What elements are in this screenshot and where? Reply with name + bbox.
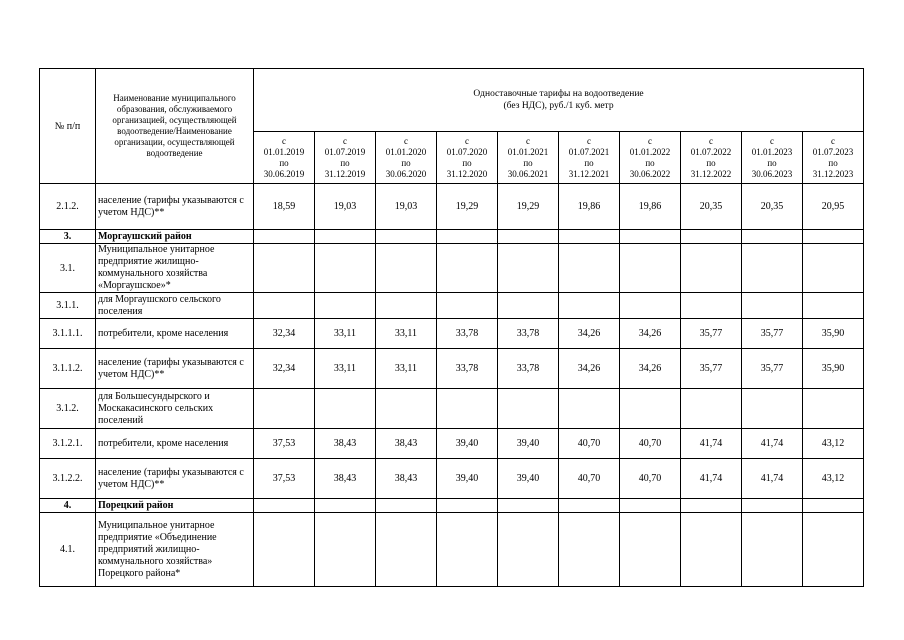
- tariff-value-cell: [254, 293, 315, 319]
- period-header-cell: [437, 132, 498, 184]
- row-name-cell: для Моргаушского сельского поселения: [96, 293, 254, 319]
- period-from: 01.07.2021: [568, 146, 610, 157]
- period-po: по: [401, 157, 411, 168]
- tariff-value-cell: 39,40: [498, 429, 559, 459]
- tariff-value-cell: 19,03: [315, 184, 376, 230]
- period-header-cell: [315, 132, 376, 184]
- tariff-value-cell: 41,74: [681, 429, 742, 459]
- period-to: 31.12.2020: [446, 168, 488, 179]
- tariff-value-cell: 40,70: [559, 459, 620, 499]
- tariff-value-cell: [315, 389, 376, 429]
- tariff-value-cell: [803, 513, 864, 587]
- period-po: по: [340, 157, 350, 168]
- tariff-value-cell: [559, 499, 620, 513]
- tariff-value-cell: 37,53: [254, 459, 315, 499]
- tariff-value-cell: [498, 293, 559, 319]
- table-row: [40, 499, 864, 513]
- header-name-cell: Наименование муниципального образования, обслуживаемого организацией, осуществляющей водоотведение/Наименование организации, осуществляющей водоотведение: [96, 69, 254, 184]
- table-row: [40, 459, 864, 499]
- tariff-value-cell: 43,12: [803, 429, 864, 459]
- period-to: 30.06.2021: [507, 168, 549, 179]
- tariff-value-cell: 35,77: [742, 319, 803, 349]
- tariff-value-cell: 41,74: [742, 459, 803, 499]
- tariff-value-cell: 35,77: [742, 349, 803, 389]
- tariff-value-cell: 35,77: [681, 349, 742, 389]
- tariff-value-cell: [437, 230, 498, 244]
- period-header-cell: [254, 132, 315, 184]
- period-c: с: [831, 135, 836, 146]
- period-po: по: [584, 157, 594, 168]
- tariff-value-cell: 33,11: [376, 349, 437, 389]
- tariff-value-cell: [681, 513, 742, 587]
- tariff-value-cell: [254, 389, 315, 429]
- tariff-value-cell: [559, 244, 620, 293]
- period-to: 31.12.2019: [324, 168, 366, 179]
- tariff-value-cell: 39,40: [437, 459, 498, 499]
- period-c: с: [282, 135, 286, 146]
- tariff-value-cell: 18,59: [254, 184, 315, 230]
- tariff-value-cell: 19,29: [498, 184, 559, 230]
- row-number-cell: 2.1.2.: [40, 184, 96, 230]
- tariff-value-cell: [681, 389, 742, 429]
- tariff-value-cell: 34,26: [620, 349, 681, 389]
- tariff-value-cell: [559, 230, 620, 244]
- tariff-value-cell: 40,70: [559, 429, 620, 459]
- tariff-value-cell: [376, 244, 437, 293]
- tariff-value-cell: [376, 499, 437, 513]
- tariff-value-cell: 37,53: [254, 429, 315, 459]
- tariff-value-cell: [254, 499, 315, 513]
- table-row: [40, 230, 864, 244]
- tariff-value-cell: [315, 499, 376, 513]
- tariff-value-cell: [437, 244, 498, 293]
- tariff-value-cell: 19,29: [437, 184, 498, 230]
- period-header-cell: [681, 132, 742, 184]
- tariff-value-cell: 33,78: [498, 319, 559, 349]
- tariff-value-cell: 41,74: [681, 459, 742, 499]
- tariff-value-cell: [437, 389, 498, 429]
- period-c: с: [648, 135, 652, 146]
- tariff-value-cell: [620, 499, 681, 513]
- tariff-value-cell: 40,70: [620, 429, 681, 459]
- period-to: 30.06.2022: [629, 168, 671, 179]
- tariff-value-cell: [254, 244, 315, 293]
- row-name-cell: Муниципальное унитарное предприятие «Объединение предприятий жилищно-коммунального хозяйства» Порецкого района*: [96, 513, 254, 587]
- tariff-value-cell: 34,26: [559, 349, 620, 389]
- tariff-value-cell: 32,34: [254, 349, 315, 389]
- tariff-value-cell: [559, 293, 620, 319]
- row-name-cell: население (тарифы указываются с учетом НДС)**: [96, 459, 254, 499]
- row-name-cell: потребители, кроме населения: [96, 319, 254, 349]
- tariff-value-cell: [742, 513, 803, 587]
- period-to: 30.06.2019: [263, 168, 305, 179]
- row-name-cell: население (тарифы указываются с учетом НДС)**: [96, 349, 254, 389]
- row-name-cell: Порецкий район: [96, 499, 254, 513]
- row-name-cell: для Большесундырского и Москакасинского сельских поселений: [96, 389, 254, 429]
- tariff-value-cell: [681, 244, 742, 293]
- tariff-value-cell: [803, 230, 864, 244]
- tariff-value-cell: [254, 230, 315, 244]
- period-c: с: [343, 135, 347, 146]
- tariff-value-cell: [376, 293, 437, 319]
- tariff-value-cell: 41,74: [742, 429, 803, 459]
- tariff-value-cell: 34,26: [620, 319, 681, 349]
- table-row: [40, 429, 864, 459]
- tariff-value-cell: [437, 293, 498, 319]
- period-to: 31.12.2023: [812, 168, 854, 179]
- tariff-value-cell: [498, 389, 559, 429]
- tariff-value-cell: [620, 293, 681, 319]
- tariff-value-cell: 35,90: [803, 319, 864, 349]
- tariff-value-cell: [742, 244, 803, 293]
- tariff-value-cell: [620, 513, 681, 587]
- tariff-value-cell: [742, 389, 803, 429]
- row-name-cell: потребители, кроме населения: [96, 429, 254, 459]
- period-c: с: [465, 135, 469, 146]
- tariff-value-cell: 39,40: [437, 429, 498, 459]
- tariff-value-cell: [803, 293, 864, 319]
- tariff-value-cell: [376, 230, 437, 244]
- tariff-value-cell: [498, 499, 559, 513]
- row-number-cell: 3.1.2.: [40, 389, 96, 429]
- tariff-value-cell: [742, 499, 803, 513]
- header-num-cell: № п/п: [40, 69, 96, 184]
- tariff-value-cell: 19,03: [376, 184, 437, 230]
- period-header-cell: [803, 132, 864, 184]
- period-po: по: [523, 157, 533, 168]
- tariff-value-cell: 32,34: [254, 319, 315, 349]
- period-from: 01.01.2021: [507, 146, 549, 157]
- row-number-cell: 3.1.1.: [40, 293, 96, 319]
- tariff-value-cell: [376, 389, 437, 429]
- tariff-value-cell: [315, 513, 376, 587]
- period-po: по: [645, 157, 655, 168]
- row-name-cell: Муниципальное унитарное предприятие жилищно-коммунального хозяйства «Моргаушское»*: [96, 244, 254, 293]
- period-header-cell: [559, 132, 620, 184]
- period-from: 01.01.2023: [751, 146, 793, 157]
- tariff-value-cell: 19,86: [620, 184, 681, 230]
- period-from: 01.07.2020: [446, 146, 488, 157]
- row-number-cell: 3.1.1.1.: [40, 319, 96, 349]
- row-number-cell: 4.1.: [40, 513, 96, 587]
- tariff-value-cell: 38,43: [376, 459, 437, 499]
- table-row: [40, 319, 864, 349]
- tariff-value-cell: 33,78: [498, 349, 559, 389]
- period-po: по: [828, 157, 838, 168]
- tariff-value-cell: [315, 230, 376, 244]
- period-header-cell: [620, 132, 681, 184]
- tariff-value-cell: 20,35: [681, 184, 742, 230]
- period-to: 31.12.2022: [690, 168, 732, 179]
- tariff-value-cell: [803, 244, 864, 293]
- tariff-title-line2: (без НДС), руб./1 куб. метр: [503, 101, 614, 111]
- period-from: 01.01.2022: [629, 146, 671, 157]
- tariff-value-cell: [254, 513, 315, 587]
- period-from: 01.01.2019: [263, 146, 305, 157]
- row-number-cell: 3.1.: [40, 244, 96, 293]
- tariff-value-cell: [742, 230, 803, 244]
- tariff-value-cell: [681, 230, 742, 244]
- period-to: 30.06.2023: [751, 168, 793, 179]
- header-tariff-title-cell: [254, 69, 864, 132]
- tariff-value-cell: 43,12: [803, 459, 864, 499]
- period-from: 01.01.2020: [385, 146, 427, 157]
- period-c: с: [770, 135, 774, 146]
- tariff-value-cell: 35,77: [681, 319, 742, 349]
- row-name-cell: Моргаушский район: [96, 230, 254, 244]
- tariff-value-cell: [498, 230, 559, 244]
- tariff-title-line1: Одноставочные тарифы на водоотведение: [473, 89, 644, 99]
- tariff-value-cell: [559, 513, 620, 587]
- tariff-value-cell: [437, 513, 498, 587]
- tariff-value-cell: 33,11: [315, 349, 376, 389]
- header-row-1: [40, 69, 864, 132]
- tariff-value-cell: [803, 499, 864, 513]
- period-header-cell: [376, 132, 437, 184]
- tariff-value-cell: [681, 293, 742, 319]
- tariff-value-cell: [803, 389, 864, 429]
- period-from: 01.07.2023: [812, 146, 854, 157]
- tariff-value-cell: [620, 389, 681, 429]
- tariff-value-cell: 38,43: [315, 429, 376, 459]
- period-to: 30.06.2020: [385, 168, 427, 179]
- row-number-cell: 3.1.2.2.: [40, 459, 96, 499]
- tariff-value-cell: [498, 244, 559, 293]
- period-po: по: [279, 157, 289, 168]
- tariff-value-cell: 34,26: [559, 319, 620, 349]
- tariff-value-cell: [559, 389, 620, 429]
- row-number-cell: 4.: [40, 499, 96, 513]
- period-c: с: [587, 135, 591, 146]
- period-c: с: [404, 135, 408, 146]
- tariff-value-cell: 33,11: [376, 319, 437, 349]
- tariff-value-cell: 20,35: [742, 184, 803, 230]
- tariff-value-cell: [315, 293, 376, 319]
- period-from: 01.07.2019: [324, 146, 366, 157]
- period-c: с: [526, 135, 530, 146]
- row-name-cell: население (тарифы указываются с учетом НДС)**: [96, 184, 254, 230]
- period-from: 01.07.2022: [690, 146, 732, 157]
- tariff-value-cell: [376, 513, 437, 587]
- tariff-value-cell: 19,86: [559, 184, 620, 230]
- tariff-value-cell: 33,78: [437, 319, 498, 349]
- tariff-value-cell: 40,70: [620, 459, 681, 499]
- table-row: [40, 184, 864, 230]
- period-po: по: [706, 157, 716, 168]
- row-number-cell: 3.1.2.1.: [40, 429, 96, 459]
- tariff-value-cell: 39,40: [498, 459, 559, 499]
- tariff-value-cell: 35,90: [803, 349, 864, 389]
- period-po: по: [462, 157, 472, 168]
- row-number-cell: 3.: [40, 230, 96, 244]
- table-row: [40, 513, 864, 587]
- tariff-value-cell: [620, 230, 681, 244]
- row-number-cell: 3.1.1.2.: [40, 349, 96, 389]
- tariff-table: [39, 68, 864, 587]
- tariff-value-cell: [620, 244, 681, 293]
- table-row: [40, 244, 864, 293]
- table-row: [40, 389, 864, 429]
- tariff-value-cell: [498, 513, 559, 587]
- tariff-value-cell: 38,43: [376, 429, 437, 459]
- table-row: [40, 293, 864, 319]
- period-header-cell: [498, 132, 559, 184]
- tariff-value-cell: [742, 293, 803, 319]
- tariff-value-cell: 20,95: [803, 184, 864, 230]
- period-c: с: [709, 135, 713, 146]
- table-row: [40, 349, 864, 389]
- tariff-value-cell: 33,78: [437, 349, 498, 389]
- tariff-value-cell: [681, 499, 742, 513]
- tariff-value-cell: [437, 499, 498, 513]
- tariff-value-cell: [315, 244, 376, 293]
- period-po: по: [767, 157, 777, 168]
- tariff-value-cell: 38,43: [315, 459, 376, 499]
- period-header-cell: [742, 132, 803, 184]
- period-to: 31.12.2021: [568, 168, 610, 179]
- tariff-value-cell: 33,11: [315, 319, 376, 349]
